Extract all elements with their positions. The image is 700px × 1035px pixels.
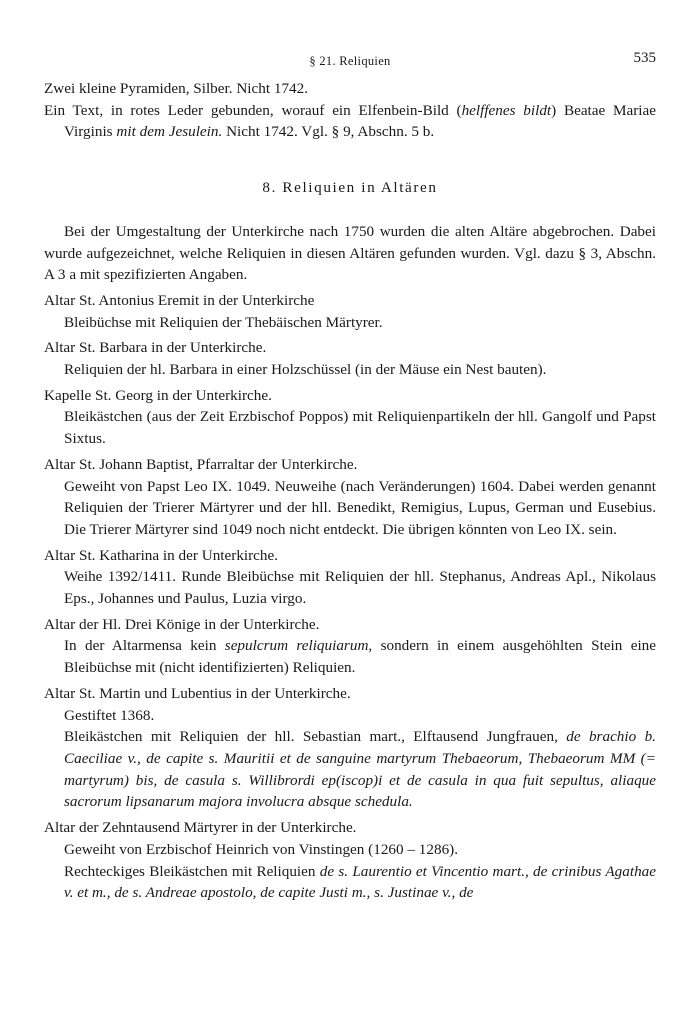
altar-description: Geweiht von Erzbischof Heinrich von Vinstingen (1260 – 1286).	[64, 840, 459, 858]
altar-description: Reliquien der hl. Barbara in einer Holzschüssel (in der Mäuse ein Nest bauten).	[64, 361, 547, 379]
altar-title: Kapelle St. Georg in der Unterkirche.	[44, 386, 272, 404]
altar-entry	[44, 337, 656, 380]
running-head	[44, 50, 656, 72]
altar-entry	[44, 385, 656, 450]
entry-text-elfenbein: Ein Text, in rotes Leder gebunden, worauf ein Elfenbein-Bild (helffenes bildt) Beatae Mariae Virginis mit dem Jesulein. Nicht 1742. Vgl. § 9, Abschn. 5 b.	[44, 101, 657, 141]
altar-title: Altar St. Johann Baptist, Pfarraltar der Unterkirche.	[44, 455, 358, 473]
body-text	[44, 78, 656, 904]
altar-entry	[44, 817, 656, 904]
altar-description: Bleikästchen mit Reliquien der hll. Sebastian mart., Elftausend Jungfrauen, de brachio b. Caeciliae v., de capite s. Mauritii et de sanguine martyrum Thebaeorum, Thebaeorum MM (= martyrum) bis, de casula s. Willibrordi ep(iscop)i et de casula in qua fuit sepultus, aliaque sacrorum lipsanarum majora involucra absque schedula.	[64, 728, 656, 811]
altar-entry	[44, 683, 656, 813]
altar-title: Altar der Hl. Drei Könige in der Unterkirche.	[44, 615, 320, 633]
entry-pyramiden: Zwei kleine Pyramiden, Silber. Nicht 1742.	[44, 80, 309, 97]
altar-title: Altar St. Martin und Lubentius in der Unterkirche.	[44, 684, 351, 702]
altar-entry	[44, 454, 656, 541]
altar-description: Geweiht von Papst Leo IX. 1049. Neuweihe (nach Veränderungen) 1604. Dabei werden genannt Reliquien der Trierer Märtyrer und der hll. Benedikt, Remigius, Lupus, German und Eusebius. Die Trierer Märtyrer sind 1049 noch nicht entdeckt. Die übrigen könnten von Leo IX. sein.	[64, 477, 656, 538]
running-head-title: § 21. Reliquien	[309, 54, 391, 68]
altar-list	[44, 290, 656, 904]
intro-paragraph: Bei der Umgestaltung der Unterkirche nach 1750 wurden die alten Altäre abgebrochen. Dabei wurde aufgezeichnet, welche Reliquien in diesen Altären gefunden wurden. Vgl. dazu § 3, Abschn. A 3 a mit spezifizierten Angaben.	[44, 222, 656, 284]
altar-entry	[44, 545, 656, 610]
page-number: 535	[633, 50, 656, 66]
section-heading: 8. Reliquien in Altären	[262, 179, 438, 197]
altar-title: Altar der Zehntausend Märtyrer in der Unterkirche.	[44, 819, 357, 837]
altar-entry	[44, 290, 656, 333]
altar-title: Altar St. Barbara in der Unterkirche.	[44, 339, 267, 357]
altar-description: Gestiftet 1368.	[64, 706, 155, 724]
altar-title: Altar St. Katharina in der Unterkirche.	[44, 546, 279, 564]
altar-description: Weihe 1392/1411. Runde Bleibüchse mit Reliquien der hll. Stephanus, Andreas Apl., Nikolaus Eps., Johannes und Paulus, Luzia virgo.	[64, 568, 656, 608]
altar-entry	[44, 614, 656, 679]
altar-description: Bleibüchse mit Reliquien der Thebäischen Märtyrer.	[64, 313, 383, 331]
altar-description: Bleikästchen (aus der Zeit Erzbischof Poppos) mit Reliquienpartikeln der hll. Gangolf und Papst Sixtus.	[64, 408, 656, 448]
document-page	[44, 50, 656, 904]
altar-description: In der Altarmensa kein sepulcrum reliquiarum, sondern in einem ausgehöhlten Stein eine Bleibüchse mit (nicht identifizierten) Reliquien.	[64, 637, 657, 677]
altar-title: Altar St. Antonius Eremit in der Unterkirche	[44, 291, 315, 309]
altar-description: Rechteckiges Bleikästchen mit Reliquien de s. Laurentio et Vincentio mart., de crinibus Agathae v. et m., de s. Andreae apostolo, de capite Justi m., s. Justinae v., de	[64, 862, 656, 902]
